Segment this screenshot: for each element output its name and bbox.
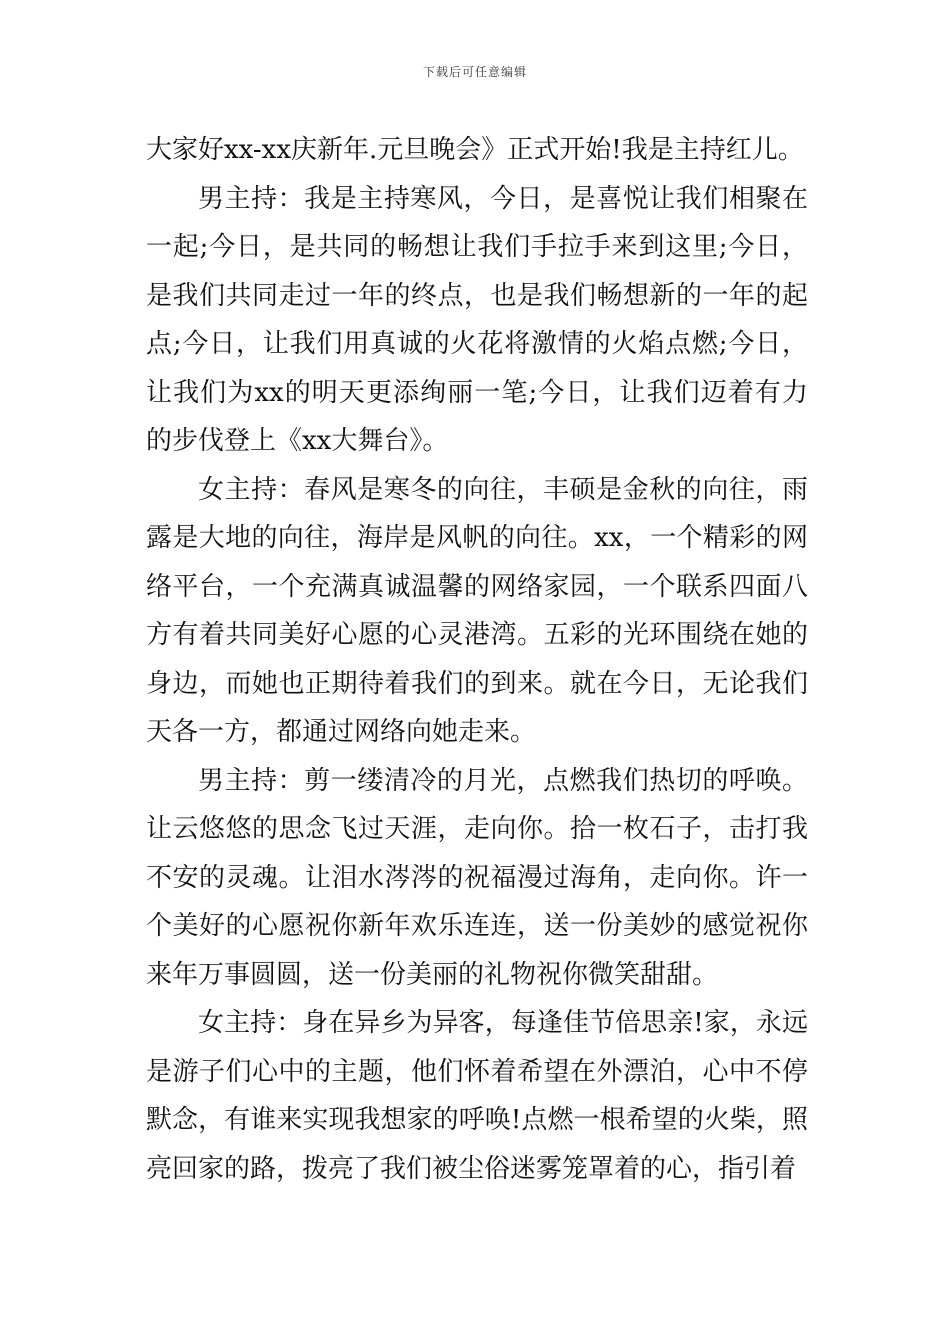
document-body [146, 126, 808, 1193]
paragraph-male-host-1: 男主持：我是主持寒风，今日，是喜悦让我们相聚在一起;今日，是共同的畅想让我们手拉手来到这里;今日，是我们共同走过一年的终点，也是我们畅想新的一年的起点;今日，让我们用真诚的火花将激情的火焰点燃;今日，让我们为xx的明天更添绚丽一笔;今日，让我们迈着有力的步伐登上《xx大舞台》。 [146, 183, 808, 456]
page-header-note: 下载后可任意编辑 [422, 65, 527, 79]
paragraph-female-host-1: 女主持：春风是寒冬的向往，丰硕是金秋的向往，雨露是大地的向往，海岸是风帆的向往。xx，一个精彩的网络平台，一个充满真诚温馨的网络家园，一个联系四面八方有着共同美好心愿的心灵港湾。五彩的光环围绕在她的身边，而她也正期待着我们的到来。就在今日，无论我们天各一方，都通过网络向她走来。 [146, 474, 808, 747]
paragraph-male-host-2: 男主持：剪一缕清冷的月光，点燃我们热切的呼唤。让云悠悠的思念飞过天涯，走向你。拾一枚石子，击打我不安的灵魂。让泪水涔涔的祝福漫过海角，走向你。许一个美好的心愿祝你新年欢乐连连，送一份美妙的感觉祝你来年万事圆圆，送一份美丽的礼物祝你微笑甜甜。 [146, 765, 808, 990]
paragraph-female-host-2: 女主持：身在异乡为异客，每逢佳节倍思亲!家，永远是游子们心中的主题，他们怀着希望在外漂泊，心中不停默念，有谁来实现我想家的呼唤!点燃一根希望的火柴，照亮回家的路，拨亮了我们被尘俗迷雾笼罩着的心，指引着 [146, 1008, 808, 1184]
paragraph-opening: 大家好xx-xx庆新年.元旦晚会》正式开始!我是主持红儿。 [146, 135, 804, 165]
